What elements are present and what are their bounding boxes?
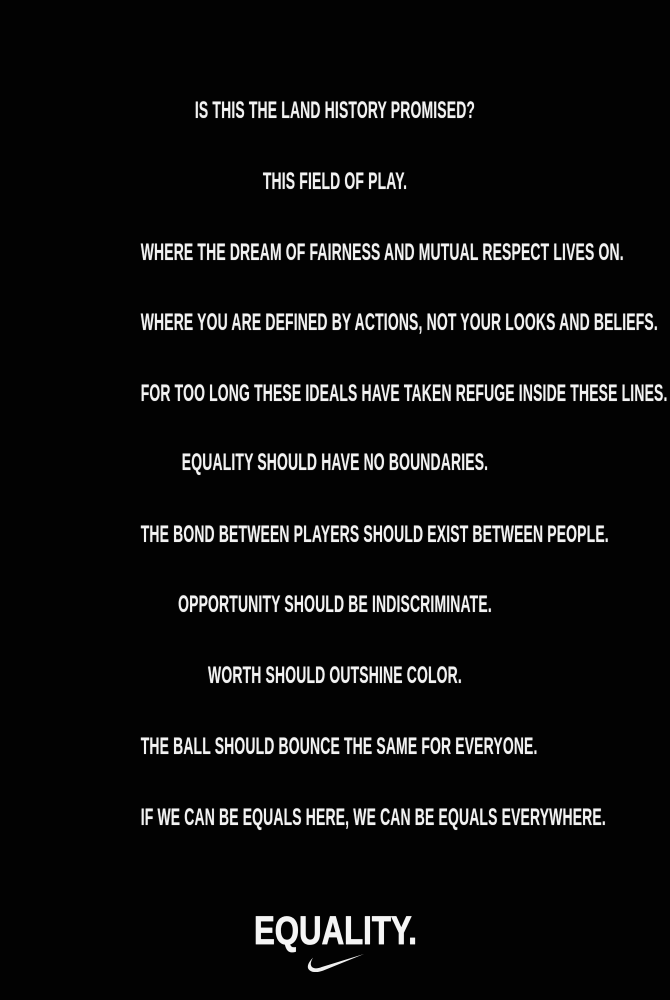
- equality-wordmark: EQUALITY.: [253, 909, 417, 953]
- copy-line-11: IF WE CAN BE EQUALS HERE, WE CAN BE EQUALS EVERYWHERE.: [140, 804, 606, 831]
- copy-line-8: OPPORTUNITY SHOULD BE INDISCRIMINATE.: [178, 591, 492, 618]
- copy-line-9: WORTH SHOULD OUTSHINE COLOR.: [208, 662, 462, 689]
- poster-footer: [0, 910, 670, 972]
- copy-line-10: THE BALL SHOULD BOUNCE THE SAME FOR EVERYONE.: [140, 733, 538, 760]
- copy-line-7: THE BOND BETWEEN PLAYERS SHOULD EXIST BETWEEN PEOPLE.: [140, 521, 609, 548]
- copy-line-6: EQUALITY SHOULD HAVE NO BOUNDARIES.: [181, 449, 489, 476]
- copy-line-5: FOR TOO LONG THESE IDEALS HAVE TAKEN REFUGE INSIDE THESE LINES.: [140, 380, 668, 407]
- copy-line-3: WHERE THE DREAM OF FAIRNESS AND MUTUAL RESPECT LIVES ON.: [140, 239, 624, 266]
- copy-line-1: IS THIS THE LAND HISTORY PROMISED?: [194, 97, 476, 124]
- copy-line-4: WHERE YOU ARE DEFINED BY ACTIONS, NOT YOUR LOOKS AND BELIEFS.: [140, 309, 658, 336]
- nike-swoosh-icon: [306, 954, 364, 972]
- copy-line-2: THIS FIELD OF PLAY.: [262, 168, 408, 195]
